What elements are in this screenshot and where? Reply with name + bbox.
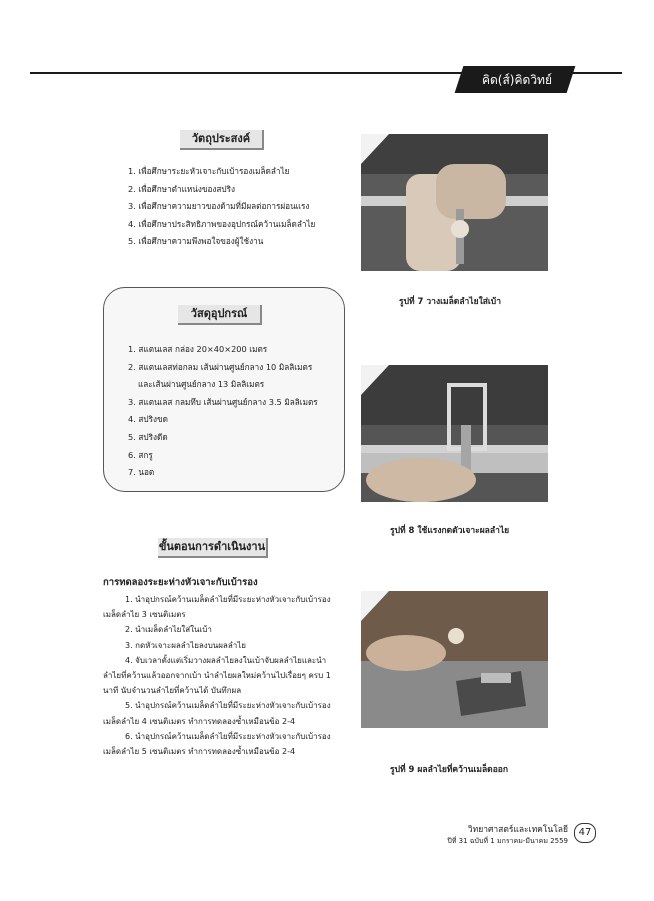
figure-7-caption: รูปที่ 7 วางเมล็ดลำไยใส่เบ้า (399, 297, 501, 307)
procedure-text (103, 592, 343, 759)
materials-list (128, 341, 343, 482)
list-item: 5. สปริงดีด (128, 431, 168, 442)
list-item: 4. สปริงขด (128, 414, 168, 425)
objectives-list (128, 163, 358, 251)
figure-9-image (361, 591, 548, 728)
procedure-step: 5. นำอุปกรณ์คว้านเมล็ดลำไยที่มีระยะห่างหัวเจาะกับเบ้ารองเมล็ดลำไย 4 เซนติเมตร ทำการทดลองซ้ำเหมือนข้อ 2-4 (103, 701, 331, 726)
section-tab-label: คิด(ส์)คิดวิทย์ (481, 73, 552, 87)
figure-8-photo (361, 365, 548, 502)
objectives-title: วัตถุประสงค์ (191, 132, 251, 145)
figure-8-image (361, 365, 548, 502)
list-item: 1. เพื่อศึกษาระยะหัวเจาะกับเบ้ารองเมล็ดลำไย (128, 166, 290, 176)
list-item: 7. นอต (128, 467, 155, 478)
list-item: 3. เพื่อศึกษาความยาวของด้ามที่มีผลต่อการผ่อนแรง (128, 201, 310, 212)
page-number: 47 (574, 823, 596, 843)
procedure-heading (158, 538, 268, 558)
figure-9-photo (361, 591, 548, 728)
list-item: 6. สกรู (128, 449, 153, 460)
procedure-step: 6. นำอุปกรณ์คว้านเมล็ดลำไยที่มีระยะห่างหัวเจาะกับเบ้ารองเมล็ดลำไย 5 เซนติเมตร ทำการทดลองซ้ำเหมือนข้อ 2-4 (103, 731, 331, 757)
figure-9-caption: รูปที่ 9 ผลลำไยที่คว้านเมล็ดออก (390, 765, 509, 775)
materials-heading (178, 305, 262, 325)
list-item: 1. สแตนเลส กล่อง 20×40×200 เมตร (128, 344, 268, 354)
procedure-step: 3. กดหัวเจาะผลลำไยลงบนผลลำไย (125, 640, 246, 650)
procedure-step: 1. นำอุปกรณ์คว้านเมล็ดลำไยที่มีระยะห่างหัวเจาะกับเบ้ารองเมล็ดลำไย 3 เซนติเมตร (103, 595, 331, 620)
journal-name: วิทยาศาสตร์และเทคโนโลยี (467, 825, 568, 835)
journal-issue: ปีที่ 31 ฉบับที่ 1 มกราคม-มีนาคม 2559 (447, 837, 568, 845)
procedure-title: ขั้นตอนการดำเนินงาน (158, 540, 266, 553)
journal-info (428, 822, 568, 847)
materials-title: วัสดุอุปกรณ์ (190, 307, 248, 320)
figure-7-image (361, 134, 548, 271)
figure-8-caption: รูปที่ 8 ใช้แรงกดตัวเจาะผลลำไย (390, 526, 510, 536)
list-item: 2. สแตนเลสท่อกลม เส้นผ่านศูนย์กลาง 10 มิลลิเมตร (128, 361, 313, 372)
list-item: 3. สแตนเลส กลมทึบ เส้นผ่านศูนย์กลาง 3.5 มิลลิเมตร (128, 396, 318, 407)
list-item: และเส้นผ่านศูนย์กลาง 13 มิลลิเมตร (138, 379, 265, 390)
objectives-heading (180, 130, 264, 150)
procedure-subtitle: การทดลองระยะห่างหัวเจาะกับเบ้ารอง (103, 577, 258, 588)
procedure-step: 2. นำเมล็ดลำไยใส่ในเบ้า (125, 625, 212, 635)
list-item: 4. เพื่อศึกษาประสิทธิภาพของอุปกรณ์คว้านเมล็ดลำไย (128, 218, 316, 229)
procedure-step: 4. จับเวลาตั้งแต่เริ่มวางผลลำไยลงในเบ้าจับผลลำไยและนำลำไยที่คว้านแล้วออกจากเบ้า นำลำไยผลใหม่คว้านไปเรื่อยๆ ครบ 1 นาที นับจำนวนลำไยที่คว้านได้ บันทึกผล (103, 655, 331, 696)
list-item: 2. เพื่อศึกษาตำแหน่งของสปริง (128, 183, 235, 194)
figure-7-photo (361, 134, 548, 271)
list-item: 5. เพื่อศึกษาความพึงพอใจของผู้ใช้งาน (128, 236, 264, 247)
